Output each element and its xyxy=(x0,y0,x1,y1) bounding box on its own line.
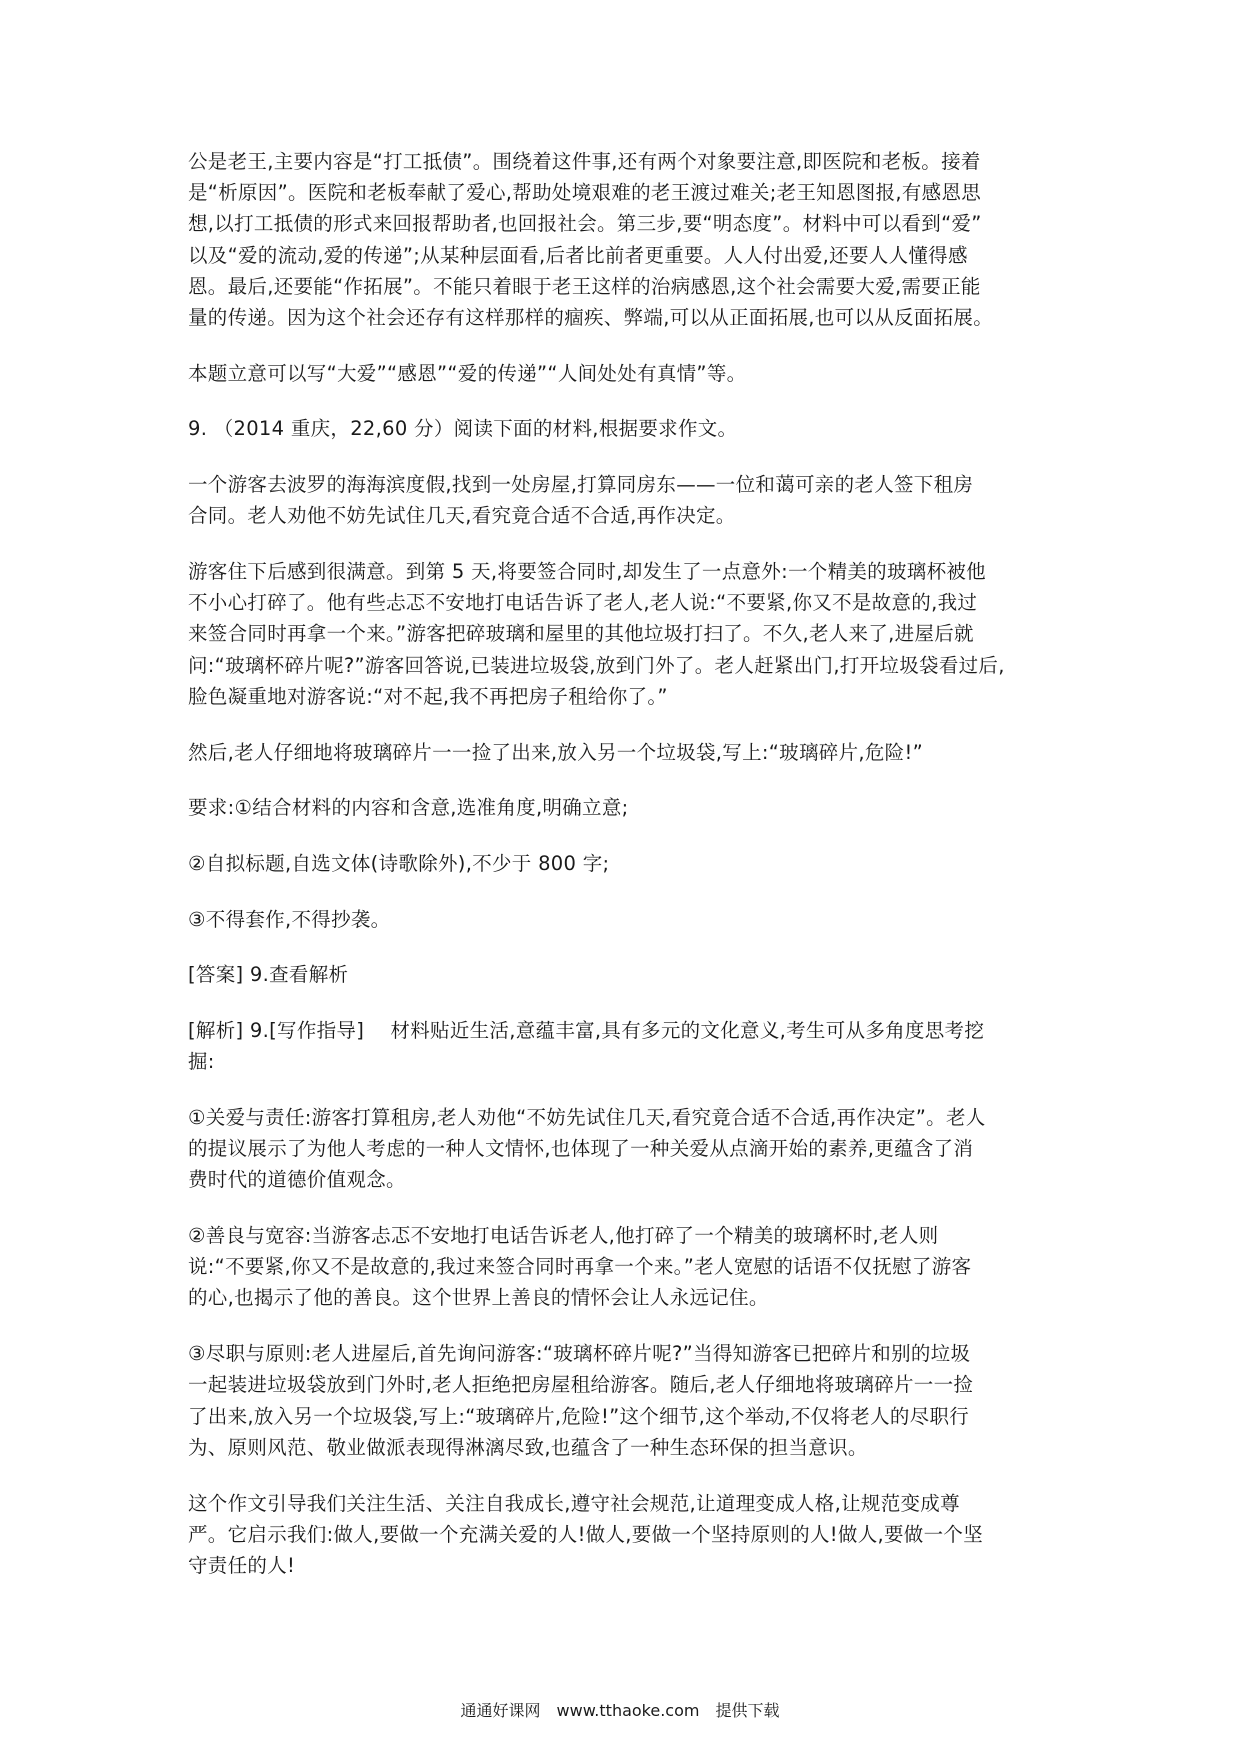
text-line: 不小心打碎了。他有些忐忑不安地打电话告诉了老人,老人说:“不要紧,你又不是故意的,我过 xyxy=(188,591,978,615)
paragraph xyxy=(188,413,1058,444)
document-body xyxy=(188,146,1058,1606)
text-line: 然后,老人仔细地将玻璃碎片一一捡了出来,放入另一个垃圾袋,写上:“玻璃碎片,危险!” xyxy=(188,740,923,764)
paragraph xyxy=(188,469,1058,531)
text-line: 为、原则风范、敬业做派表现得淋漓尽致,也蕴含了一种生态环保的担当意识。 xyxy=(188,1435,868,1459)
paragraph xyxy=(188,1015,1058,1077)
text-line: [答案] 9.查看解析 xyxy=(188,963,349,987)
paragraph xyxy=(188,1102,1058,1196)
text-line: 公是老王,主要内容是“打工抵债”。围绕着这件事,还有两个对象要注意,即医院和老板。接着 xyxy=(188,150,981,173)
text-line: 脸色凝重地对游客说:“对不起,我不再把房子租给你了。” xyxy=(188,684,668,708)
text-line: 是“析原因”。医院和老板奉献了爱心,帮助处境艰难的老王渡过难关;老王知恩图报,有感恩思 xyxy=(188,181,982,205)
paragraph xyxy=(188,904,1058,935)
text-line: 的提议展示了为他人考虑的一种人文情怀,也体现了一种关爱从点滴开始的素养,更蕴含了消 xyxy=(188,1137,974,1161)
paragraph xyxy=(188,959,1058,990)
text-line: 守责任的人! xyxy=(188,1553,296,1577)
text-line: 费时代的道德价值观念。 xyxy=(188,1168,406,1192)
text-line: 恩。最后,还要能“作拓展”。不能只着眼于老王这样的治病感恩,这个社会需要大爱,需要正能 xyxy=(188,274,981,298)
text-line: 这个作文引导我们关注生活、关注自我成长,遵守社会规范,让道理变成人格,让规范变成尊 xyxy=(188,1491,960,1515)
text-line: 说:“不要紧,你又不是故意的,我过来签合同时再拿一个来。”老人宽慰的话语不仅抚慰了游客 xyxy=(188,1255,972,1279)
text-line: 问:“玻璃杯碎片呢?”游客回答说,已装进垃圾袋,放到门外了。老人赶紧出门,打开垃圾袋看过后, xyxy=(188,653,1005,677)
text-line: ②善良与宽容:当游客忐忑不安地打电话告诉老人,他打碎了一个精美的玻璃杯时,老人则 xyxy=(188,1224,939,1248)
paragraph xyxy=(188,358,1058,389)
text-line: 合同。老人劝他不妨先试住几天,看究竟合适不合适,再作决定。 xyxy=(188,504,736,528)
text-line: 掘: xyxy=(188,1050,215,1074)
text-line: 9. （2014 重庆，22,60 分）阅读下面的材料,根据要求作文。 xyxy=(188,417,738,441)
paragraph xyxy=(188,1220,1058,1314)
paragraph xyxy=(188,792,1058,823)
paragraph xyxy=(188,1488,1058,1582)
text-line: 要求:①结合材料的内容和含意,选准角度,明确立意; xyxy=(188,796,629,820)
paragraph xyxy=(188,556,1058,712)
text-line: ①关爱与责任:游客打算租房,老人劝他“不妨先试住几天,看究竟合适不合适,再作决定”。老人 xyxy=(188,1105,986,1129)
text-line: 来签合同时再拿一个来。”游客把碎玻璃和屋里的其他垃圾打扫了。不久,老人来了,进屋后就 xyxy=(188,622,974,646)
text-line: 一起装进垃圾袋放到门外时,老人拒绝把房屋租给游客。随后,老人仔细地将玻璃碎片一一捡 xyxy=(188,1373,974,1397)
paragraph xyxy=(188,848,1058,879)
text-line: 严。它启示我们:做人,要做一个充满关爱的人!做人,要做一个坚持原则的人!做人,要做一个坚 xyxy=(188,1522,983,1546)
text-line: [解析] 9.[写作指导] 材料贴近生活,意蕴丰富,具有多元的文化意义,考生可从多角度思考挖 xyxy=(188,1019,985,1043)
text-line: 想,以打工抵债的形式来回报帮助者,也回报社会。第三步,要“明态度”。材料中可以看到“爱” xyxy=(188,212,982,236)
text-line: 量的传递。因为这个社会还存有这样那样的痼疾、弊端,可以从正面拓展,也可以从反面拓展。 xyxy=(188,306,993,330)
paragraph xyxy=(188,737,1058,768)
paragraph xyxy=(188,1338,1058,1463)
text-line: 游客住下后感到很满意。到第 5 天,将要签合同时,却发生了一点意外:一个精美的玻璃杯被他 xyxy=(188,560,986,584)
text-line: ③不得套作,不得抄袭。 xyxy=(188,907,391,931)
text-line: ②自拟标题,自选文体(诗歌除外),不少于 800 字; xyxy=(188,851,610,875)
page-footer: 通通好课网 www.tthaoke.com 提供下载 xyxy=(460,1701,780,1720)
paragraph xyxy=(188,146,1058,333)
text-line: 以及“爱的流动,爱的传递”;从某种层面看,后者比前者更重要。人人付出爱,还要人人懂得感 xyxy=(188,243,968,267)
text-line: 的心,也揭示了他的善良。这个世界上善良的情怀会让人永远记住。 xyxy=(188,1286,769,1310)
text-line: 了出来,放入另一个垃圾袋,写上:“玻璃碎片,危险!”这个细节,这个举动,不仅将老人的尽职行 xyxy=(188,1404,970,1428)
text-line: 本题立意可以写“大爱”“感恩”“爱的传递”“人间处处有真情”等。 xyxy=(188,361,747,385)
text-line: 一个游客去波罗的海海滨度假,找到一处房屋,打算同房东——一位和蔼可亲的老人签下租房 xyxy=(188,473,974,497)
text-line: ③尽职与原则:老人进屋后,首先询问游客:“玻璃杯碎片呢?”当得知游客已把碎片和别的垃圾 xyxy=(188,1342,971,1366)
